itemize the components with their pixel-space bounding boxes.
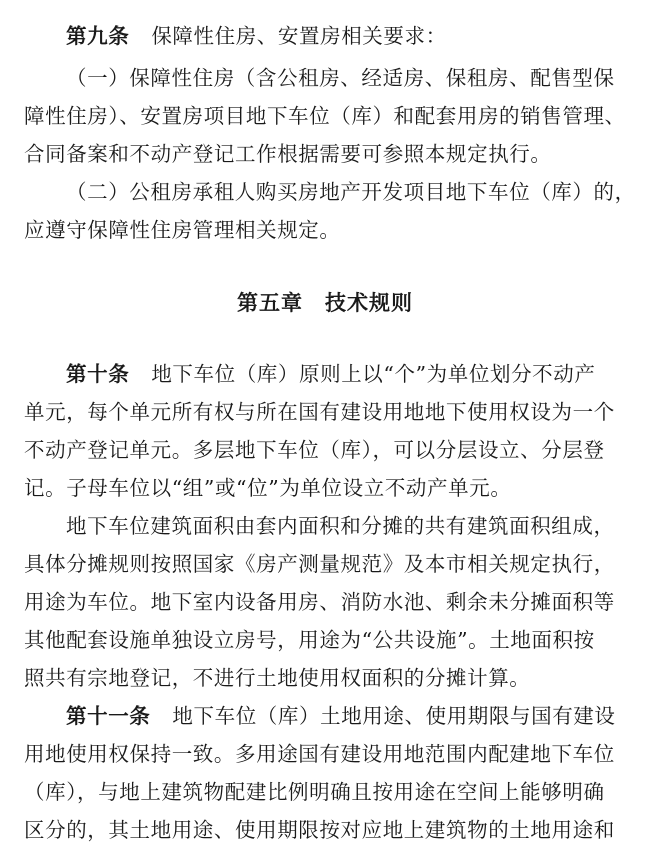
article-10-p2-line-2: 具体分摊规则按照国家《房产测量规范》及本市相关规定执行，: [24, 552, 615, 576]
article-11-line-3: 区分的，其土地用途、使用期限按对应地上建筑物的土地用途和: [24, 818, 615, 842]
article-11-first-line: [66, 702, 616, 730]
article-10-p2-line-1: 地下车位建筑面积由套内面积和分摊的共有建筑面积组成，: [66, 514, 615, 538]
article-10-first-text: 地下车位（库）原则上以“个”为单位划分不动产: [151, 362, 596, 386]
article-10-p1-line-1: 单元，每个单元所有权与所在国有建设用地地下使用权设为一个: [24, 400, 615, 424]
article-10-first-line: [66, 360, 595, 388]
article-9-label: 第九条: [66, 24, 130, 48]
article-10-p1-line-2: 不动产登记单元。多层地下车位（库），可以分层设立、分层登: [24, 438, 605, 462]
article-11-label: 第十一条: [66, 704, 151, 728]
article-10-p2-line-3: 用途为车位。地下室内设备用房、消防水池、剩余未分摊面积等: [24, 590, 615, 614]
article-9-p2-line-2: 应遵守保障性住房管理相关规定。: [24, 218, 341, 242]
article-9-p1-line-3: 合同备案和不动产登记工作根据需要可参照本规定执行。: [24, 142, 552, 166]
article-11-first-text: 地下车位（库）土地用途、使用期限与国有建设: [172, 704, 616, 728]
article-10-label: 第十条: [66, 362, 130, 386]
article-9-heading: 保障性住房、安置房相关要求：: [151, 24, 447, 48]
chapter-title: 第五章 技术规则: [237, 291, 413, 315]
article-10-p1-line-3: 记。子母车位以“组”或“位”为单位设立不动产单元。: [24, 476, 512, 500]
article-9-p1-line-2: 障性住房）、安置房项目地下车位（库）和配套用房的销售管理、: [24, 104, 626, 128]
article-11-line-2: （库），与地上建筑物配建比例明确且按用途在空间上能够明确: [24, 780, 605, 804]
article-11-line-1: 用地使用权保持一致。多用途国有建设用地范围内配建地下车位: [24, 742, 615, 766]
article-9-heading-line: [66, 22, 447, 50]
article-10-p2-line-5: 照共有宗地登记，不进行土地使用权面积的分摊计算。: [24, 666, 531, 690]
article-9-p1-line-1: （一）保障性住房（含公租房、经适房、保租房、配售型保: [66, 66, 615, 90]
article-9-p2-line-1: （二）公租房承租人购买房地产开发项目地下车位（库）的，: [66, 180, 636, 204]
article-10-p2-line-4: 其他配套设施单独设立房号，用途为“公共设施”。土地面积按: [24, 628, 595, 652]
